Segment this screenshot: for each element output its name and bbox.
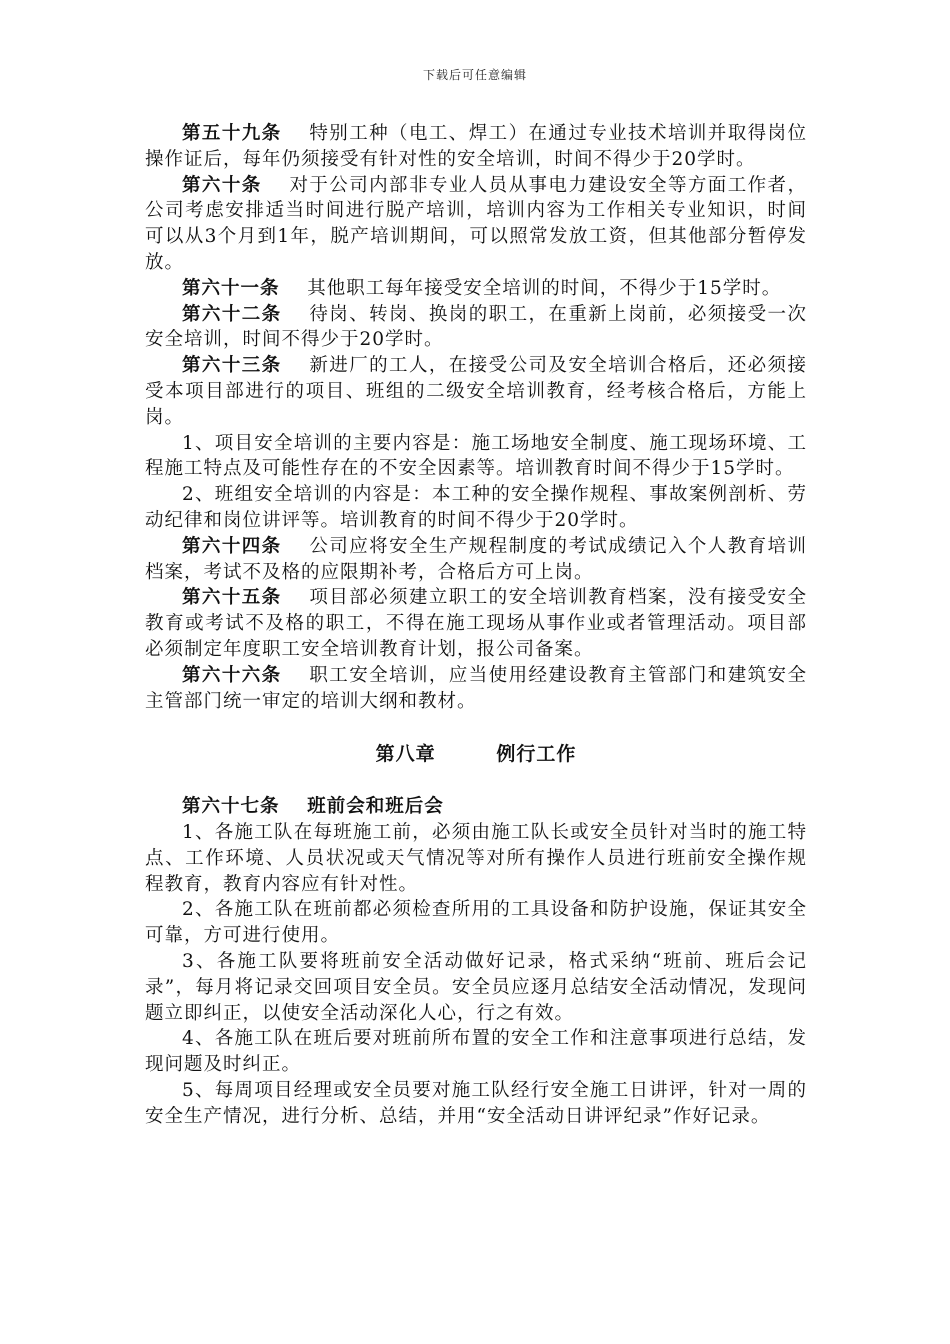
article-67-heading — [145, 794, 807, 820]
article-text: 待岗、转岗、换岗的职工，在重新上岗前，必须接受一次安全培训，时间不得少于20学时。 — [145, 303, 807, 351]
article-number: 第六十二条 — [182, 303, 282, 325]
article-61 — [145, 276, 807, 302]
chapter-number: 第八章 — [375, 743, 436, 766]
article-67-item-5: 5、每周项目经理或安全员要对施工队经行安全施工日讲评，针对一周的安全生产情况，进行分析、总结，并用“安全活动日讲评纪录”作好记录。 — [145, 1079, 807, 1127]
article-number: 第六十六条 — [182, 664, 282, 686]
chapter-heading — [145, 742, 807, 768]
article-text: 新进厂的工人，在接受公司及安全培训合格后，还必须接受本项目部进行的项目、班组的二级安全培训教育，经考核合格后，方能上岗。 — [145, 355, 807, 428]
article-66 — [145, 663, 807, 715]
article-text: 特别工种（电工、焊工）在通过专业技术培训并取得岗位操作证后，每年仍须接受有针对性的安全培训，时间不得少于20学时。 — [145, 123, 807, 170]
article-63 — [145, 353, 807, 430]
article-number: 第六十四条 — [182, 535, 282, 557]
article-number: 第六十三条 — [182, 355, 282, 377]
article-number: 第六十五条 — [182, 587, 282, 609]
chapter-title: 例行工作 — [496, 743, 577, 766]
article-text: 职工安全培训，应当使用经建设教育主管部门和建筑安全主管部门统一审定的培训大纲和教材。 — [145, 664, 807, 712]
article-title: 班前会和班后会 — [307, 796, 444, 818]
article-number: 第六十一条 — [182, 277, 280, 299]
article-62 — [145, 302, 807, 354]
article-60 — [145, 173, 807, 276]
article-text: 对于公司内部非专业人员从事电力建设安全等方面工作者，公司考虑安排适当时间进行脱产培训，培训内容为工作相关专业知识，时间可以从3个月到1年，脱产培训期间，可以照常发放工资，但其他部分暂停发放。 — [145, 174, 807, 273]
article-59 — [145, 121, 807, 173]
article-number: 第五十九条 — [182, 123, 282, 144]
article-63-item-1: 1、项目安全培训的主要内容是：施工场地安全制度、施工现场环境、工程施工特点及可能性存在的不安全因素等。培训教育时间不得少于15学时。 — [145, 432, 807, 480]
document-body — [145, 121, 807, 1129]
article-text: 项目部必须建立职工的安全培训教育档案，没有接受安全教育或考试不及格的职工，不得在施工现场从事作业或者管理活动。项目部必须制定年度职工安全培训教育计划，报公司备案。 — [145, 587, 807, 660]
article-text: 公司应将安全生产规程制度的考试成绩记入个人教育培训档案，考试不及格的应限期补考，合格后方可上岗。 — [145, 535, 807, 583]
article-number: 第六十七条 — [182, 796, 280, 818]
article-67-item-2: 2、各施工队在班前都必须检查所用的工具设备和防护设施，保证其安全可靠，方可进行使用。 — [145, 899, 807, 947]
page-header: 下载后可任意编辑 — [422, 68, 527, 82]
article-65 — [145, 585, 807, 662]
article-67-item-3: 3、各施工队要将班前安全活动做好记录，格式采纳“班前、班后会记录”，每月将记录交回项目安全员。安全员应逐月总结安全活动情况，发现问题立即纠正，以使安全活动深化人心，行之有效。 — [145, 950, 807, 1024]
article-number: 第六十条 — [182, 174, 262, 196]
article-64 — [145, 534, 807, 586]
article-67-item-4: 4、各施工队在班后要对班前所布置的安全工作和注意事项进行总结，发现问题及时纠正。 — [145, 1028, 807, 1076]
article-63-item-2: 2、班组安全培训的内容是：本工种的安全操作规程、事故案例剖析、劳动纪律和岗位讲评等。培训教育的时间不得少于20学时。 — [145, 484, 807, 531]
article-text: 其他职工每年接受安全培训的时间，不得少于15学时。 — [307, 277, 782, 299]
article-67-item-1: 1、各施工队在每班施工前，必须由施工队长或安全员针对当时的施工特点、工作环境、人员状况或天气情况等对所有操作人员进行班前安全操作规程教育，教育内容应有针对性。 — [145, 821, 807, 895]
